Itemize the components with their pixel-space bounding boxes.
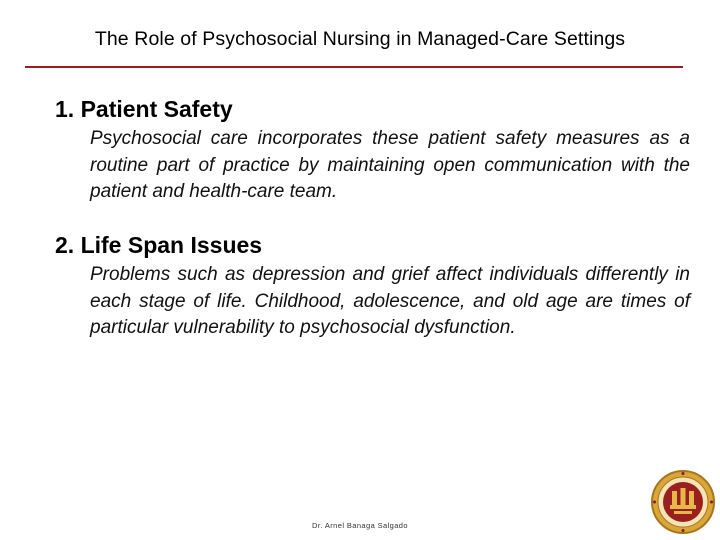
section-heading: 1. Patient Safety bbox=[55, 96, 233, 122]
slide-title: The Role of Psychosocial Nursing in Managed-Care Settings bbox=[94, 28, 626, 50]
footer-author: Dr. Arnel Banaga Salgado bbox=[312, 521, 408, 530]
section-heading: 2. Life Span Issues bbox=[55, 232, 263, 258]
section-patient-safety bbox=[55, 94, 690, 206]
section-body: Problems such as depression and grief affect individuals differently in each stage of life. Childhood, adolescence, and old age are times of particular vulnerability to psychosocial dysfunction. bbox=[90, 264, 690, 338]
title-divider bbox=[25, 66, 683, 68]
university-seal-icon bbox=[650, 469, 716, 535]
section-body: Psychosocial care incorporates these patient safety measures as a routine part of practice by maintaining open communication with the patient and health-care team. bbox=[90, 128, 690, 202]
section-life-span-issues bbox=[55, 230, 690, 342]
